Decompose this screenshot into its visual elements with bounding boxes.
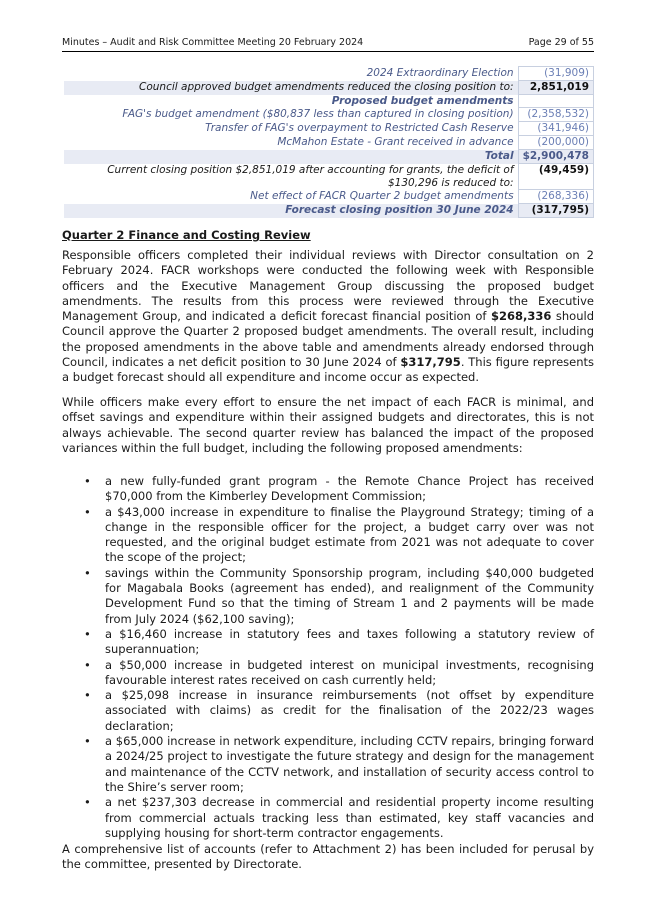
table-row [64,164,594,190]
amendments-list [62,474,594,841]
row-description: Forecast closing position 30 June 2024 [64,204,518,218]
row-description: FAG's budget amendment ($80,837 less than captured in closing position) [122,107,514,120]
paragraph-text: should Council approve the Quarter 2 proposed budget amendments. The overall result, including the proposed amendments in the above table and amendments already endorsed through Council, indicates a net deficit position to 30 June 2024 of [62,309,594,370]
list-item: • a $65,000 increase in network expenditure, including CCTV repairs, bringing forward a 2024/25 project to investigate the future strategy and design for the management and maintenance of the CCTV network, and installation of security access control to the Shire’s server room; [62,734,594,795]
list-item: • a net $237,303 decrease in commercial and residential property income resulting from commercial actuals tracking less than estimated, key staff vacancies and supplying housing for short-term contractor engagements. [62,795,594,841]
section-heading: Quarter 2 Finance and Costing Review [62,228,311,242]
table-row [64,204,594,218]
row-description: 2024 Extraordinary Election [366,66,514,79]
row-amount: (2,358,532) [518,108,593,122]
row-amount: (200,000) [518,136,593,150]
net-deficit-figure: $317,795 [400,355,461,370]
page-number: Page 29 of 55 [528,37,594,48]
row-amount: (317,795) [518,204,593,218]
budget-table [64,66,594,218]
closing-paragraph: A comprehensive list of accounts (refer to Attachment 2) has been included for perusal by the committee, presented by Directorate. [62,842,594,872]
deficit-figure: $268,336 [490,309,552,324]
table-row [64,150,594,164]
row-description: Transfer of FAG's overpayment to Restricted Cash Reserve [205,121,514,134]
table-row [64,122,594,136]
row-amount: $2,900,478 [518,150,593,164]
row-description: McMahon Estate - Grant received in advance [277,135,514,148]
table-row [64,67,594,81]
list-item: • a $16,460 increase in statutory fees and taxes following a statutory review of superannuation; [62,627,594,658]
row-amount: (268,336) [518,190,593,204]
list-item: • a $50,000 increase in budgeted interest on municipal investments, recognising favourable interest rates received on cash currently held; [62,658,594,689]
row-description: Net effect of FACR Quarter 2 budget amendments [250,189,514,202]
list-item: • a new fully-funded grant program - the Remote Chance Project has received $70,000 from the Kimberley Development Commission; [62,474,594,505]
table-row [64,108,594,122]
row-description: Council approved budget amendments reduced the closing position to: [64,81,518,95]
row-amount: (341,946) [518,122,593,136]
row-description: Total [64,150,518,164]
row-amount: 2,851,019 [518,81,593,95]
page-header [62,37,594,52]
row-description: Proposed budget amendments [331,94,514,107]
header-title: Minutes – Audit and Risk Committee Meeting 20 February 2024 [62,37,364,48]
table-row [64,190,594,204]
row-amount: (31,909) [518,67,593,81]
row-amount: (49,459) [518,164,593,190]
table-row [64,81,594,95]
row-amount [518,95,593,108]
list-item: • savings within the Community Sponsorship program, including $40,000 budgeted for Magabala Books (agreement has ended), and realignment of the Community Development Fund so that the timing of Stream 1 and 2 payments will be made from July 2024 ($62,100 saving); [62,566,594,627]
row-description: Current closing position $2,851,019 after accounting for grants, the deficit of $130,296 is reduced to: [107,163,514,189]
variance-paragraph: While officers make every effort to ensure the net impact of each FACR is minimal, and offset savings and expenditure within their assigned budgets and directorates, this is not always achievable. The second quarter review has balanced the impact of the proposed variances within the full budget, including the following proposed amendments: [62,395,594,455]
review-paragraph [62,248,594,386]
paragraph-text: . This figure represents a budget forecast should all expenditure and income occur as expected. [62,355,595,385]
list-item: • a $25,098 increase in insurance reimbursements (not offset by expenditure associated with claims) as credit for the finalisation of the 2022/23 wages declaration; [62,688,594,734]
table-row [64,136,594,150]
table-row [64,95,594,108]
list-item: • a $43,000 increase in expenditure to finalise the Playground Strategy; timing of a change in the responsible officer for the project, a budget carry over was not requested, and the original budget estimate from 2021 was not adequate to cover the scope of the project; [62,505,594,566]
paragraph-text: Responsible officers completed their individual reviews with Director consultation on 2 February 2024. FACR workshops were conducted the following week with Responsible officers and the Executive Management Group discussing the proposed budget amendments. The results from this process were reviewed through the Executive Management Group, and indicated a deficit forecast financial position of [62,248,594,324]
